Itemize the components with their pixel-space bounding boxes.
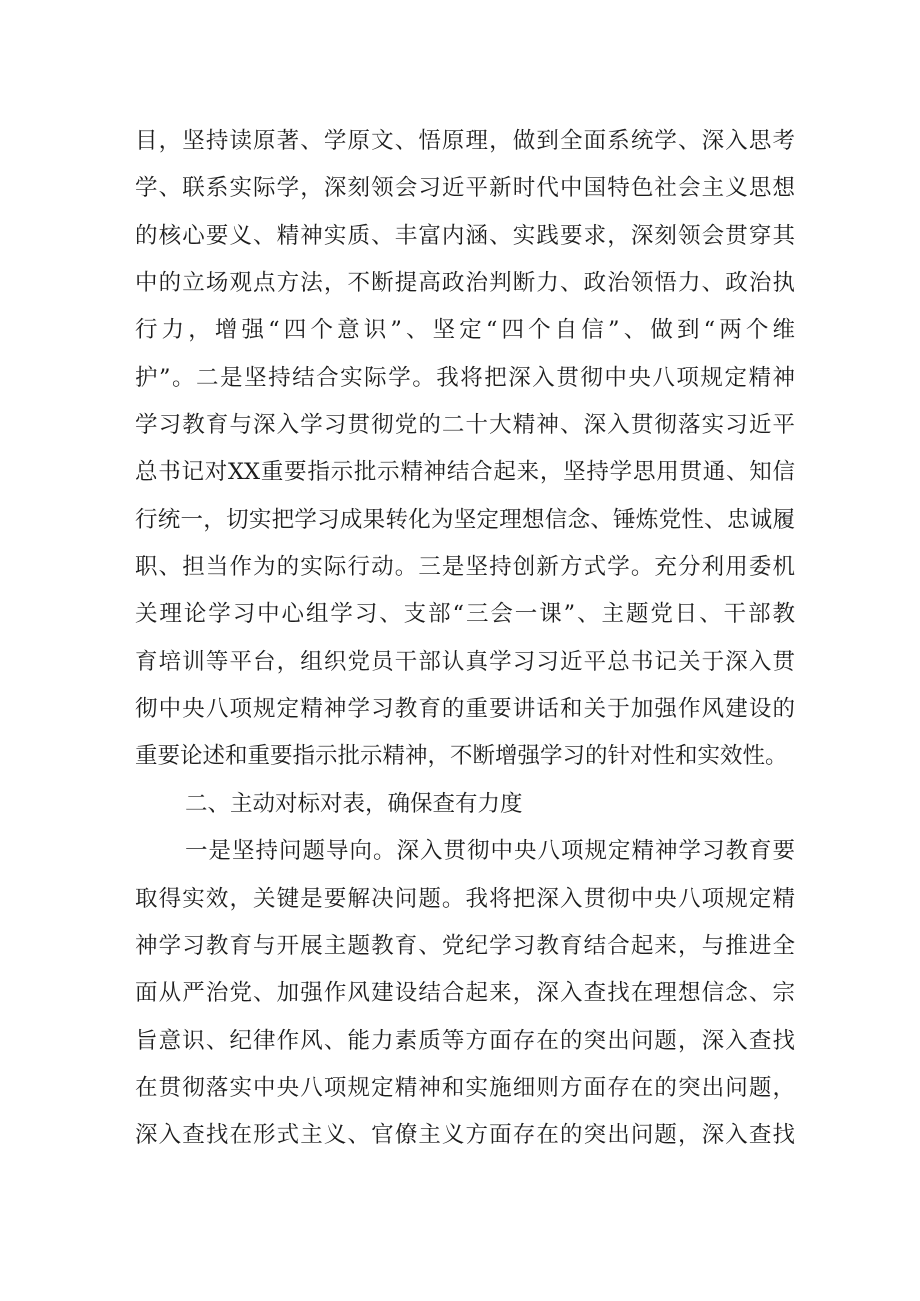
paragraph-line: 旨意识、纪律作风、能力素质等方面存在的突出问题，深入查找 bbox=[135, 1027, 795, 1054]
body-text bbox=[135, 118, 795, 1160]
paragraph-line: 关理论学习中心组学习、支部“三会一课”、主题党日、干部教 bbox=[135, 601, 795, 628]
paragraph-line: 行统一，切实把学习成果转化为坚定理想信念、锤炼党性、忠诚履 bbox=[135, 506, 795, 533]
paragraph-line: 总书记对XX重要指示批示精神结合起来，坚持学思用贯通、知信 bbox=[135, 459, 795, 486]
paragraph-line: 护”。二是坚持结合实际学。我将把深入贯彻中央八项规定精神 bbox=[135, 364, 795, 391]
paragraph-line: 面从严治党、加强作风建设结合起来，深入查找在理想信念、宗 bbox=[135, 980, 795, 1007]
paragraph-line: 重要论述和重要指示批示精神，不断增强学习的针对性和实效性。 bbox=[135, 743, 788, 770]
section-heading: 二、主动对标对表，确保查有力度 bbox=[185, 790, 523, 817]
paragraph-line: 行力，增强“四个意识”、坚定“四个自信”、做到“两个维 bbox=[135, 317, 795, 344]
paragraph-line: 一是坚持问题导向。深入贯彻中央八项规定精神学习教育要 bbox=[185, 838, 795, 865]
paragraph-line: 中的立场观点方法，不断提高政治判断力、政治领悟力、政治执 bbox=[135, 270, 795, 297]
paragraph-line: 在贯彻落实中央八项规定精神和实施细则方面存在的突出问题， bbox=[135, 1074, 795, 1101]
paragraph-line: 取得实效，关键是要解决问题。我将把深入贯彻中央八项规定精 bbox=[135, 885, 795, 912]
paragraph-line: 育培训等平台，组织党员干部认真学习习近平总书记关于深入贯 bbox=[135, 648, 795, 675]
paragraph-line: 学、联系实际学，深刻领会习近平新时代中国特色社会主义思想 bbox=[135, 175, 795, 202]
paragraph-line: 职、担当作为的实际行动。三是坚持创新方式学。充分利用委机 bbox=[135, 554, 795, 581]
paragraph-line: 的核心要义、精神实质、丰富内涵、实践要求，深刻领会贯穿其 bbox=[135, 222, 795, 249]
paragraph-line: 深入查找在形式主义、官僚主义方面存在的突出问题，深入查找 bbox=[135, 1122, 795, 1149]
paragraph-line: 彻中央八项规定精神学习教育的重要讲话和关于加强作风建设的 bbox=[135, 696, 795, 723]
paragraph-line: 神学习教育与开展主题教育、党纪学习教育结合起来，与推进全 bbox=[135, 932, 795, 959]
paragraph-line: 学习教育与深入学习贯彻党的二十大精神、深入贯彻落实习近平 bbox=[135, 412, 795, 439]
paragraph-line: 目，坚持读原著、学原文、悟原理，做到全面系统学、深入思考 bbox=[135, 128, 795, 154]
